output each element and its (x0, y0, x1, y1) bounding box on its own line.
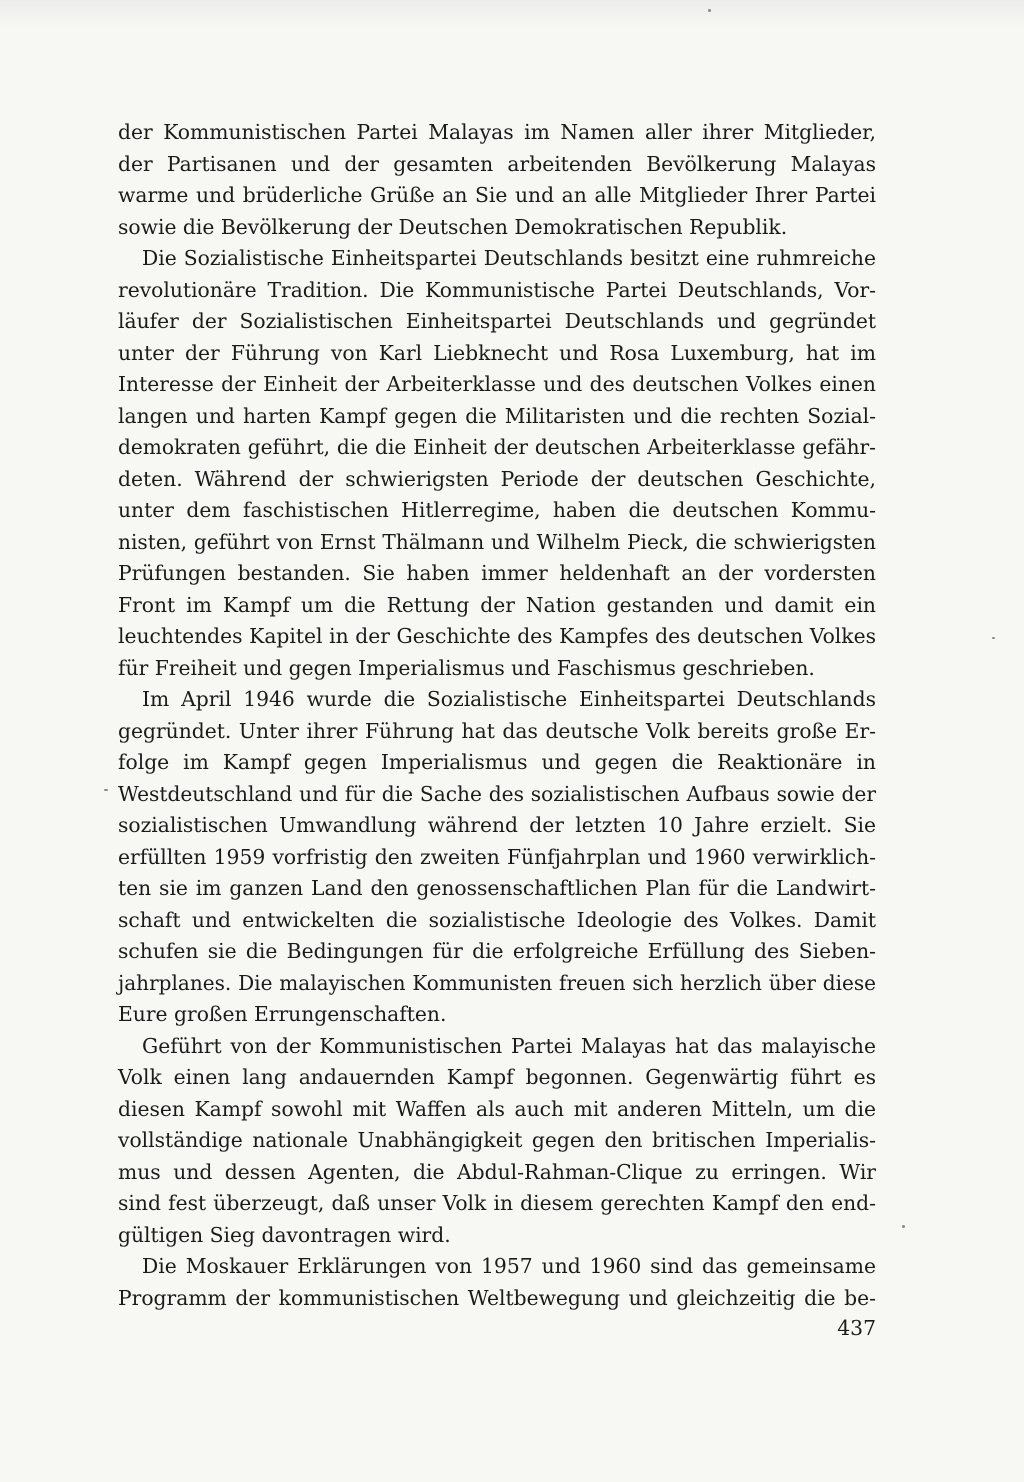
text-line: für Freiheit und gegen Imperialismus und Faschismus geschrieben. (118, 655, 815, 680)
scan-speck (708, 9, 711, 12)
text-line: folge im Kampf gegen Imperialismus und gegen die Reaktionäre in (118, 750, 876, 774)
scan-speck (104, 789, 108, 791)
text-line: warme und brüderliche Grüße an Sie und an alle Mitglieder Ihrer Partei (118, 183, 876, 207)
text-line: demokraten geführt, die die Einheit der deutschen Arbeiterklasse gefähr- (118, 435, 876, 459)
text-line: langen und harten Kampf gegen die Militaristen und die rechten Sozial- (118, 403, 876, 428)
text-line: Interesse der Einheit der Arbeiterklasse und des deutschen Volkes einen (118, 372, 876, 396)
text-line: Im April 1946 wurde die Sozialistische Einheitspartei Deutschlands (142, 687, 876, 711)
text-line: Die Sozialistische Einheitspartei Deutschlands besitzt eine ruhmreiche (142, 246, 876, 270)
page-number: 437 (837, 1316, 876, 1340)
text-line: der Partisanen und der gesamten arbeitenden Bevölkerung Malayas (118, 151, 876, 176)
text-line: Prüfungen bestanden. Sie haben immer heldenhaft an der vordersten (118, 561, 876, 585)
text-line: Die Moskauer Erklärungen von 1957 und 1960 sind das gemeinsame (142, 1254, 876, 1278)
text-line: unter der Führung von Karl Liebknecht und Rosa Luxemburg, hat im (118, 340, 876, 365)
text-line: Volk einen lang andauernden Kampf begonnen. Gegenwärtig führt es (118, 1065, 876, 1089)
text-line: gültigen Sieg davontragen wird. (118, 1222, 451, 1247)
text-line: revolutionäre Tradition. Die Kommunistische Partei Deutschlands, Vor- (118, 277, 876, 302)
text-line: unter dem faschistischen Hitlerregime, haben die deutschen Kommu- (118, 498, 876, 522)
text-line: leuchtendes Kapitel in der Geschichte des Kampfes des deutschen Volkes (118, 624, 876, 648)
text-line: jahrplanes. Die malayischen Kommunisten freuen sich herzlich über diese (118, 970, 876, 995)
text-line: sowie die Bevölkerung der Deutschen Demokratischen Republik. (118, 214, 788, 239)
text-line: Geführt von der Kommunistischen Partei Malayas hat das malayische (142, 1033, 876, 1058)
text-line: schufen sie die Bedingungen für die erfolgreiche Erfüllung des Sieben- (118, 939, 876, 963)
text-line: gegründet. Unter ihrer Führung hat das deutsche Volk bereits große Er- (118, 718, 876, 743)
text-line: sozialistischen Umwandlung während der letzten 10 Jahre erzielt. Sie (118, 813, 876, 837)
text-line: läufer der Sozialistischen Einheitspartei Deutschlands und gegründet (118, 309, 876, 333)
text-line: erfüllten 1959 vorfristig den zweiten Fünfjahrplan und 1960 verwirklich- (118, 844, 876, 869)
text-line: der Kommunistischen Partei Malayas im Namen aller ihrer Mitglieder, (118, 120, 876, 144)
text-line: deten. Während der schwierigsten Periode der deutschen Geschichte, (118, 466, 876, 491)
body-text (118, 117, 876, 1314)
text-line: mus und dessen Agenten, die Abdul-Rahman-Clique zu erringen. Wir (118, 1159, 876, 1184)
text-line: schaft und entwickelten die sozialistische Ideologie des Volkes. Damit (118, 907, 876, 932)
text-line: sind fest überzeugt, daß unser Volk in diesem gerechten Kampf den end- (118, 1191, 876, 1215)
text-line: Westdeutschland und für die Sache des sozialistischen Aufbaus sowie der (118, 781, 876, 806)
text-line: Programm der kommunistischen Weltbewegung und gleichzeitig die be- (118, 1285, 876, 1310)
scan-edge-shadow (0, 0, 1024, 28)
text-line: Eure großen Errungenschaften. (118, 1002, 447, 1026)
scan-speck (902, 1225, 905, 1228)
text-line: nisten, geführt von Ernst Thälmann und Wilhelm Pieck, die schwierigsten (118, 529, 876, 554)
text-line: Front im Kampf um die Rettung der Nation gestanden und damit ein (118, 592, 876, 617)
text-line: vollständige nationale Unabhängigkeit gegen den britischen Imperialis- (118, 1128, 876, 1152)
scan-speck (992, 637, 995, 639)
text-line: ten sie im ganzen Land den genossenschaftlichen Plan für die Landwirt- (118, 876, 876, 900)
text-line: diesen Kampf sowohl mit Waffen als auch mit anderen Mitteln, um die (118, 1096, 876, 1121)
